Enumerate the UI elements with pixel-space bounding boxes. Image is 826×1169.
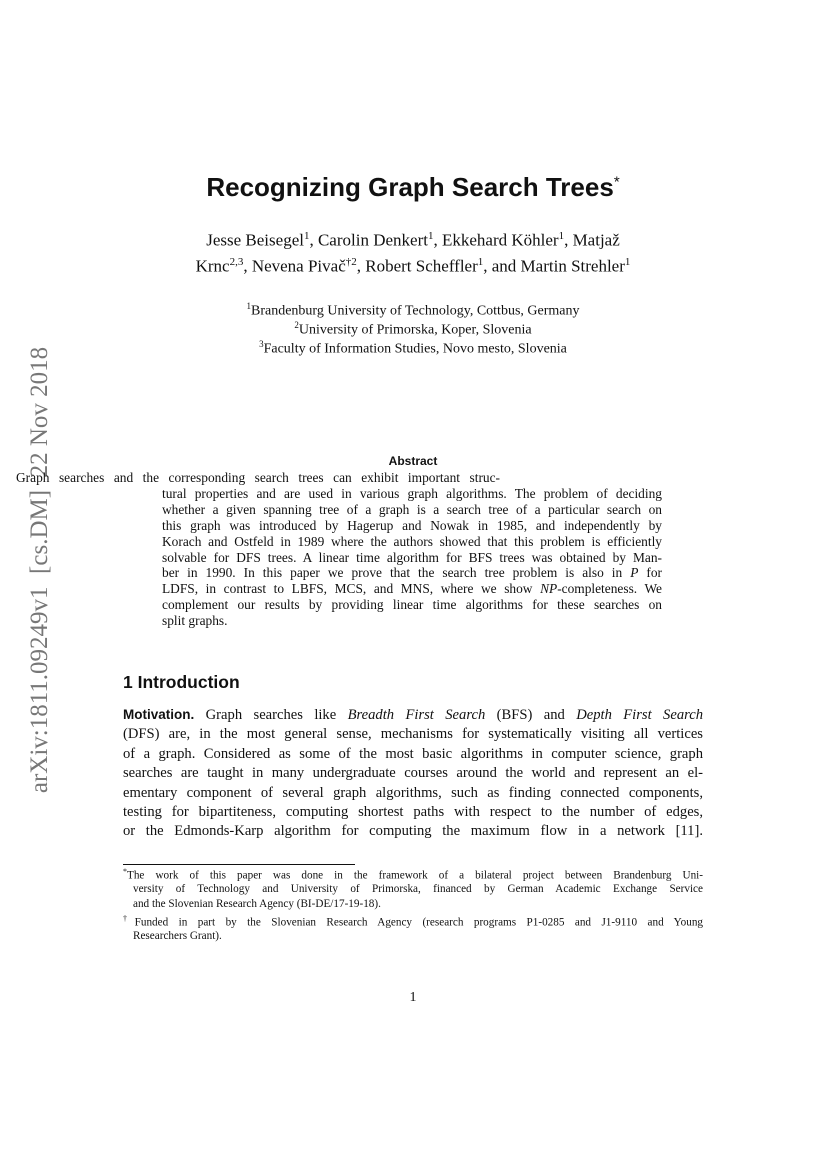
abstract-line [162, 486, 662, 502]
text-segment: The work of this paper was done in the framework of a bilateral project between Brandenburg Uni- [127, 869, 703, 882]
text-segment: this graph was introduced by Hagerup and Nowak in 1985, and independently by [162, 517, 662, 533]
author-name: , Robert Scheffler [356, 256, 478, 276]
text-segment: (DFS) are, in the most general sense, mechanisms for systematically visiting all vertices [123, 726, 703, 743]
text-segment: split graphs. [162, 613, 228, 629]
abstract-line [162, 565, 662, 581]
text-segment: complement our results by providing linear time algorithms for these searches on [162, 597, 662, 613]
text-segment: LDFS, in contrast to LBFS, MCS, and MNS, where we show [162, 581, 541, 597]
footnote-line [133, 930, 703, 942]
affiliation-mark: 2 [294, 320, 299, 330]
affiliation-text: Faculty of Information Studies, Novo mesto, Slovenia [263, 341, 567, 357]
paragraph-line [123, 765, 703, 782]
text-segment: P [630, 565, 639, 581]
author-affiliation-mark: 1 [624, 256, 631, 268]
author-affiliation-mark: 1 [477, 256, 484, 268]
author-name: , Matjaž [564, 230, 620, 250]
paragraph-line [123, 707, 703, 724]
abstract-line [162, 581, 662, 597]
text-segment: Breadth First Search [347, 707, 486, 723]
authors-line-1 [0, 230, 826, 251]
author-name: , Nevena Pivač [243, 256, 346, 276]
affiliation-mark: 1 [246, 301, 251, 311]
affiliation-text: University of Primorska, Koper, Slovenia [298, 322, 532, 338]
footnote-line [123, 914, 703, 929]
text-segment: NP [540, 581, 558, 597]
affiliation-text: Brandenburg University of Technology, Cottbus, Germany [251, 303, 580, 319]
paper-title [0, 172, 826, 203]
text-segment: of a graph. Considered as some of the most basic algorithms in computer science, graph [123, 745, 703, 762]
text-segment: tural properties and are used in various graph algorithms. The problem of deciding [162, 485, 662, 501]
section-heading: 1 Introduction [123, 672, 240, 692]
paragraph-line [123, 785, 703, 802]
text-segment: Korach and Ostfeld in 1989 where the authors showed that this problem is efficiently [162, 533, 662, 549]
abstract-line [162, 550, 662, 566]
text-segment: ementary component of several graph algorithms, such as finding connected components, [123, 784, 703, 801]
paragraph-line [123, 804, 703, 821]
author-name: , Ekkehard Köhler [433, 230, 559, 250]
text-segment: solvable for DFS trees. A linear time algorithm for BFS trees was obtained by Man- [162, 549, 662, 565]
paragraph-line [123, 823, 703, 840]
footnote-rule [123, 864, 355, 865]
text-segment: versity of Technology and University of Primorska, financed by German Academic Exchange Service [133, 883, 703, 895]
footnote-line [123, 867, 703, 882]
title-text: Recognizing Graph Search Trees [206, 172, 614, 202]
abstract-line [0, 470, 500, 486]
author-name: Krnc [195, 256, 230, 276]
text-segment: Motivation. [123, 707, 195, 722]
arxiv-side-stamp: arXiv:1811.09249v1 [cs.DM] 22 Nov 2018 [26, 346, 53, 794]
affiliation [0, 339, 826, 358]
text-segment: whether a given spanning tree of a graph is a search tree of a particular search on [162, 501, 662, 517]
author-name: Jesse Beisegel [206, 230, 304, 250]
title-footnote-mark: * [613, 173, 620, 191]
affiliation-mark: 3 [259, 339, 264, 349]
paragraph-line [123, 746, 703, 763]
authors-line-2 [0, 256, 826, 277]
text-segment: Graph searches and the corresponding search trees can exhibit important struc- [16, 470, 500, 485]
author-affiliation-mark: 1 [303, 230, 310, 242]
text-segment: Funded in part by the Slovenian Research Agency (research programs P1-0285 and J1-9110 and Young [134, 916, 704, 929]
text-segment: testing for bipartiteness, computing shortest paths with respect to the number of edges, [123, 804, 703, 820]
author-affiliation-mark: †2 [345, 256, 357, 268]
abstract-line [162, 613, 662, 629]
author-name: , Carolin Denkert [309, 230, 428, 250]
text-segment: and the Slovenian Research Agency (BI-DE/17-19-18). [133, 898, 381, 910]
author-affiliation-mark: 1 [427, 230, 434, 242]
affiliation [0, 320, 826, 339]
text-segment: -completeness. We [557, 581, 662, 597]
author-affiliation-mark: 2,3 [229, 256, 244, 268]
footnote-mark: * [123, 867, 127, 876]
text-segment: for [638, 565, 662, 581]
author-affiliation-mark: 1 [558, 230, 565, 242]
text-segment: searches are taught in many undergraduate courses around the world and represent an el- [123, 765, 703, 782]
author-name: , and Martin Strehler [483, 256, 625, 276]
abstract-line [162, 502, 662, 518]
abstract-heading: Abstract [388, 454, 438, 468]
text-segment: (BFS) and [485, 707, 577, 723]
footnote-line [133, 883, 703, 895]
footnote-line [133, 898, 703, 910]
text-segment: or the Edmonds-Karp algorithm for computing the maximum flow in a network [11]. [123, 823, 703, 840]
abstract-line [162, 597, 662, 613]
footnote-mark: † [123, 914, 135, 923]
abstract-line [162, 534, 662, 550]
text-segment: Researchers Grant). [133, 930, 222, 942]
paragraph-line [123, 726, 703, 743]
abstract-line [162, 518, 662, 534]
text-segment: Depth First Search [576, 707, 704, 723]
page-number: 1 [409, 990, 417, 1005]
text-segment: ber in 1990. In this paper we prove that the search tree problem is also in [162, 565, 631, 581]
affiliation [0, 301, 826, 320]
text-segment: Graph searches like [194, 707, 348, 723]
